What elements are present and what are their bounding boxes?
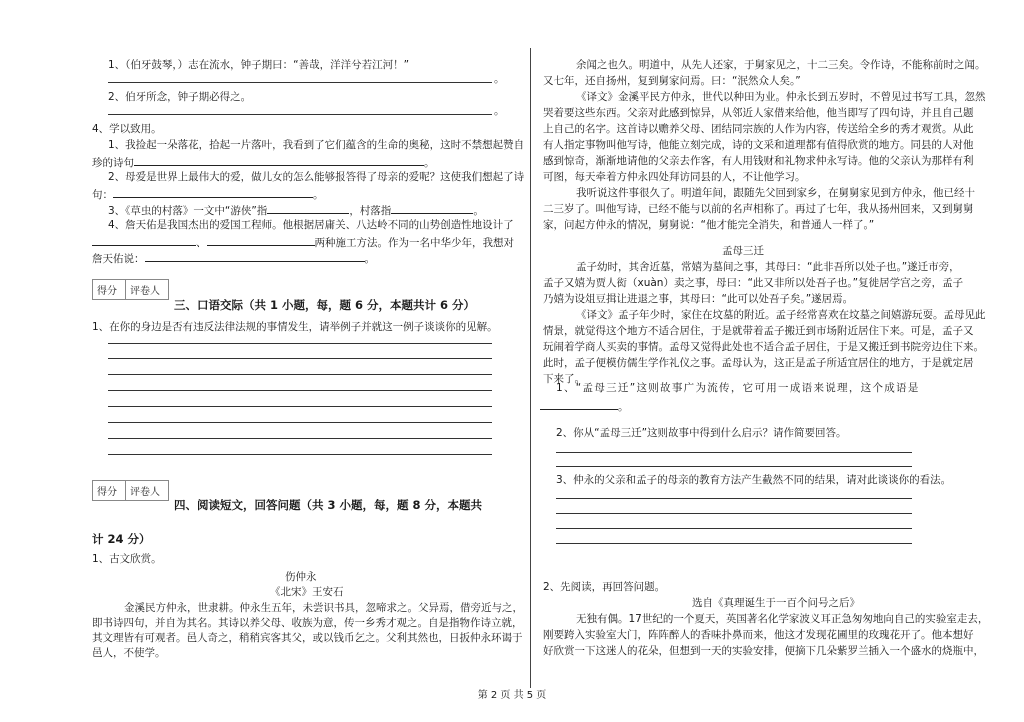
fill-blank[interactable]	[145, 250, 365, 262]
question-line: 2、你从“孟母三迁”这则故事中得到什么启示？请作简要回答。	[556, 427, 847, 439]
paragraph-line: 又七年，还自扬州，复到舅家问焉。曰：“泯然众人矣。”	[543, 75, 801, 87]
punct: 。	[494, 105, 505, 117]
paragraph-line: 情景，就觉得这个地方不适合居住，于是就带着孟子搬迁到市场附近居住下来。可是，孟子又	[543, 325, 974, 337]
fill-blank[interactable]	[207, 234, 315, 246]
paragraph-line: 刚要跨入实验室大门，阵阵醉人的香味扑鼻而来，他这才发现花圃里的玫瑰花开了。他本想好	[543, 629, 974, 641]
question-line: 2、母爱是世界上最伟大的爱，做儿女的怎么能够报答得了母亲的爱呢？这使我们想起了诗	[108, 171, 525, 183]
question-line: 2、先阅读，再回答问题。	[543, 581, 666, 593]
answer-line	[556, 466, 912, 467]
question-line: 3、仲永的父亲和孟子的母亲的教育方法产生截然不同的结果，请对此谈谈你的看法。	[556, 474, 952, 486]
answer-line	[108, 374, 492, 375]
column-divider	[530, 48, 531, 688]
paragraph-line: 可图，每天牵着方仲永四处拜访同县的人，不让他学习。	[543, 171, 806, 183]
paragraph-line: 此时，孟子便模仿儒生学作礼仪之事。孟母认为，这正是孟子所适宜居住的地方，于是就定居	[543, 357, 974, 369]
paragraph-line: 有人指定事物叫他写诗，他能立刻完成，诗的文采和道理都有值得欣赏的地方。同县的人对他	[543, 139, 974, 151]
answer-line	[556, 543, 912, 544]
answer-line	[108, 438, 492, 439]
question-line: 句： 。	[92, 186, 324, 202]
paragraph-line: 《译文》金溪平民方仲永，世代以种田为业。仲永长到五岁时，不曾见过书写工具，忽然	[576, 91, 986, 103]
paragraph-line: 即书诗四句，并自为其名。其诗以养父母、收族为意，传一乡秀才观之。自是指物作诗立就，	[92, 617, 523, 629]
paragraph-line: 感到惊奇，渐渐地请他的父亲去作客，有人用钱财和礼物求仲永写诗。他的父亲认为那样有利	[543, 155, 974, 167]
section-item: 4、学以致用。	[92, 123, 162, 135]
question-line: 1、（伯牙鼓琴，）志在流水，钟子期曰：“善哉，洋洋兮若江河！”	[108, 59, 410, 71]
paragraph-line: 其文理皆有可观者。邑人奇之，稍稍宾客其父，或以钱币乞之。父利其然也，日扳仲永环谒于	[92, 632, 523, 644]
paragraph-line: 玩闹着学商人买卖的事情。孟母又觉得此处也不适合孟子居住，于是又搬迁到书院旁边住下来。	[543, 341, 984, 353]
question-line: 詹天佑说： 。	[92, 250, 375, 266]
poem-title: 伤仲永	[285, 571, 317, 583]
answer-line	[108, 454, 492, 455]
answer-line	[108, 422, 492, 423]
poem-author: 《北宋》王安石	[270, 586, 344, 598]
fill-blank[interactable]	[134, 154, 424, 166]
paragraph-line: 无独有偶。17世纪的一个夏天，英国著名化学家波义耳正急匆匆地向自己的实验室走去，	[576, 613, 989, 625]
fill-blank[interactable]	[267, 202, 349, 214]
story-title: 孟母三迁	[722, 245, 764, 257]
question-line: 珍的诗句 。	[92, 154, 435, 170]
grader-label: 评卷人	[130, 487, 160, 498]
paragraph-line: 金溪民方仲永，世隶耕。仲永生五年，未尝识书具，忽啼求之。父异焉，借旁近与之，	[124, 602, 523, 614]
paragraph-line: 孟子又嬉为贾人衒（xuàn）卖之事，母曰：“此又非所以处吾子也。”复徙居学宫之旁，孟子	[543, 277, 964, 289]
score-box	[92, 279, 169, 300]
question-line: 2、伯牙所念，钟子期必得之。	[108, 91, 252, 103]
answer-line	[108, 114, 492, 115]
answer-line	[556, 513, 912, 514]
answer-line	[108, 358, 492, 359]
paragraph-line: 乃嬉为设俎豆揖让进退之事，其母曰：“此可以处吾子矣。”遂居焉。	[543, 293, 854, 305]
answer-line	[108, 406, 492, 407]
punct: 。	[494, 73, 505, 85]
answer-line	[108, 82, 492, 83]
fill-blank[interactable]	[92, 234, 196, 246]
score-box	[92, 480, 169, 501]
fill-blank[interactable]	[391, 202, 473, 214]
score-label: 得分	[93, 481, 126, 500]
paragraph-line: 《译文》孟子年少时，家住在坟墓的附近。孟子经常喜欢在坟墓之间嬉游玩耍。孟母见此	[576, 309, 986, 321]
question-line: 3、《草虫的村落》一文中“游侠”指 ，村落指 。	[108, 202, 484, 218]
paragraph-line: 好欣赏一下这迷人的花朵，但想到一天的实验安排，便摘下几朵紫罗兰插入一个盛水的烧瓶中，	[543, 645, 984, 657]
paragraph-line: 孟子幼时，其舍近墓，常嬉为墓间之事，其母曰：“此非吾所以处子也。”遂迁市旁，	[576, 261, 960, 273]
answer-line	[556, 528, 912, 529]
section-heading: 四、阅读短文，回答问题（共 3 小题，每，题 8 分，本题共	[174, 498, 483, 512]
question-line: 1、我捡起一朵落花，拾起一片落叶，我看到了它们蕴含的生命的奥秘，这时不禁想起赞自	[108, 139, 525, 151]
paragraph-line: 哭着要这些东西。父亲对此感到惊异，从邻近人家借来给他，他当即写了四句诗，并且自己题	[543, 107, 974, 119]
question-line: 。	[540, 398, 629, 414]
paragraph-line: 二三岁了。叫他写诗，已经不能与以前的名声相称了。再过了七年，我从扬州回来，又到舅舅	[543, 203, 974, 215]
answer-line	[556, 452, 912, 453]
page-footer: 第 2 页 共 5 页	[477, 690, 547, 701]
score-label: 得分	[93, 280, 126, 299]
paragraph-line: 邑人，不使学。	[92, 647, 166, 659]
answer-line	[108, 390, 492, 391]
paragraph-line: 家，问起方仲永的情况，舅舅说：“他才能完全消失，和普通人一样了。”	[543, 219, 875, 231]
paragraph-line: 下来了。	[543, 373, 585, 385]
question-line: 1、“孟母三迁”这则故事广为流传，它可用一成语来说理，这个成语是	[556, 382, 920, 394]
paragraph-line: 余闻之也久。明道中，从先人还家，于舅家见之，十二三矣。令作诗，不能称前时之闻。	[576, 59, 986, 71]
paragraph-line: 我听说这件事很久了。明道年间，跟随先父回到家乡，在舅舅家见到方仲永，他已经十	[576, 187, 975, 199]
fill-blank[interactable]	[113, 186, 313, 198]
paragraph-line: 上自己的名字。这首诗以赡养父母、团结同宗族的人作为内容，传送给全乡的秀才观赏。从此	[543, 123, 974, 135]
question-line: 1、古文欣赏。	[92, 553, 162, 565]
question-line: 、 两种施工方法。作为一名中华少年，我想对	[92, 234, 514, 250]
section-heading-cont: 计 24 分）	[92, 532, 151, 546]
fill-blank[interactable]	[540, 398, 618, 410]
article-title: 选自《真理诞生于一百个问号之后》	[692, 597, 860, 609]
answer-line	[108, 343, 492, 344]
grader-label: 评卷人	[130, 286, 160, 297]
question-line: 1、在你的身边是否有违反法律法规的事情发生，请举例子并就这一例子谈谈你的见解。	[92, 321, 498, 333]
section-heading: 三、口语交际（共 1 小题，每，题 6 分，本题共计 6 分）	[174, 298, 476, 312]
question-line: 4、詹天佑是我国杰出的爱国工程师。他根据居庸关、八达岭不同的山势创造性地设计了	[108, 219, 514, 231]
answer-line	[556, 498, 912, 499]
